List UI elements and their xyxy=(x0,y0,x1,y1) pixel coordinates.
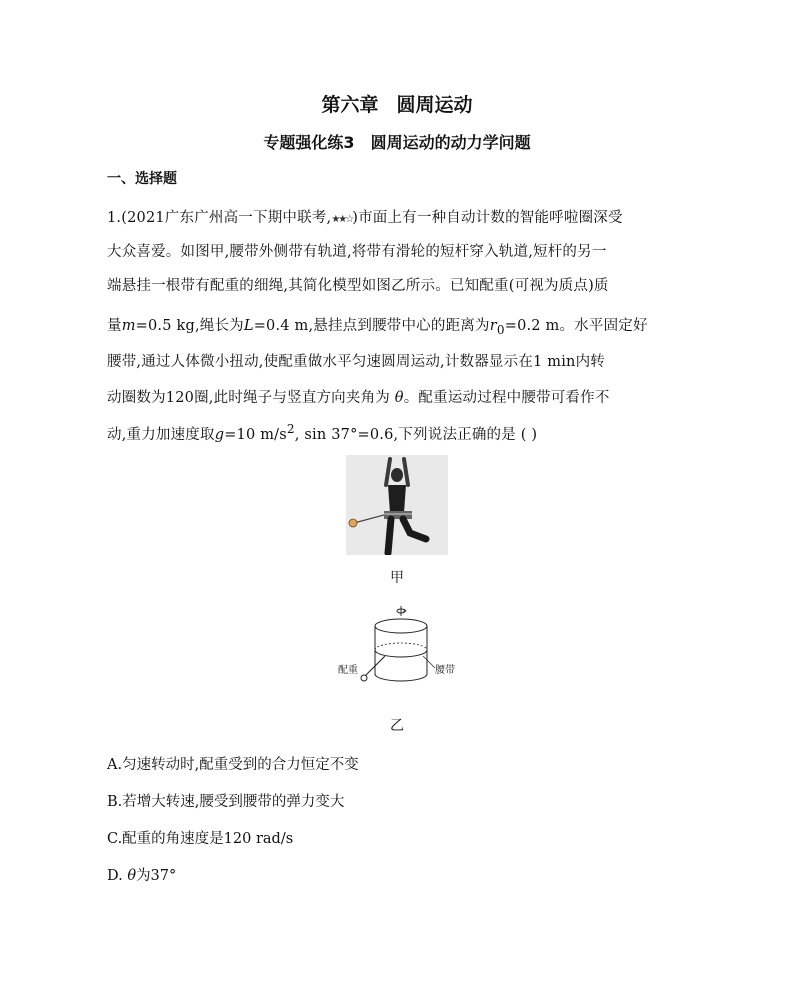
topic-heading xyxy=(0,130,794,153)
option-d[interactable] xyxy=(107,864,176,885)
symbol-g: g xyxy=(214,426,225,443)
question-line-3: 端悬挂一根带有配重的细绳,其简化模型如图乙所示。已知配重(可视为质点)质 xyxy=(107,278,609,294)
text-mass-value: =0.5 kg,绳长为 xyxy=(135,318,244,334)
question-line-5: 腰带,通过人体微小扭动,使配重做水平匀速圆周运动,计数器显示在1 min内转 xyxy=(107,354,605,370)
question-line-1 xyxy=(107,206,623,227)
figure-caption-jia: 甲 xyxy=(390,570,404,586)
chapter-title: 圆周运动 xyxy=(396,94,473,116)
text-question-end: , sin 37°=0.6,下列说法正确的是 ( ) xyxy=(294,426,538,443)
question-text-1: )市面上有一种自动计数的智能呼啦圈深受 xyxy=(352,210,623,226)
topic-title: 圆周运动的动力学问题 xyxy=(370,133,531,152)
superscript-2: 2 xyxy=(286,422,295,436)
option-d-label: D. xyxy=(107,868,128,884)
chapter-heading xyxy=(0,90,794,117)
text-length-value: =0.4 m,悬挂点到腰带中心的距离为 xyxy=(253,318,490,334)
symbol-m: m xyxy=(121,318,136,334)
question-line-2: 大众喜爱。如图甲,腰带外侧带有轨道,将带有滑轮的短杆穿入轨道,短杆的另一 xyxy=(107,244,607,260)
text-radius-value: =0.2 m。水平固定好 xyxy=(504,318,648,334)
option-d-text: 为37° xyxy=(136,868,177,884)
symbol-r-subscript: 0 xyxy=(496,322,505,337)
question-line-4 xyxy=(107,314,648,337)
question-line-7 xyxy=(107,422,537,444)
text-angle-label: 动圈数为120圈,此时绳子与竖直方向夹角为 xyxy=(107,390,395,406)
difficulty-stars-icon: ★★☆ xyxy=(331,214,353,225)
label-weight: 配重 xyxy=(338,665,358,676)
symbol-r: r xyxy=(489,318,497,334)
figure-caption-yi: 乙 xyxy=(390,718,404,734)
chapter-number: 第六章 xyxy=(321,94,379,116)
text-gravity-label: 动,重力加速度取 xyxy=(107,426,215,443)
question-source: 1.(2021广东广州高一下期中联考, xyxy=(107,210,332,226)
photo-hula-hoop xyxy=(346,455,448,555)
question-line-6 xyxy=(107,386,610,407)
symbol-L: L xyxy=(243,318,254,334)
topic-number: 专题强化练3 xyxy=(263,133,355,152)
label-belt: 腰带 xyxy=(435,665,455,676)
text-question-cont: 。配重运动过程中腰带可看作不 xyxy=(403,390,610,406)
option-c[interactable]: C.配重的角速度是120 rad/s xyxy=(107,831,294,847)
symbol-theta-d: θ xyxy=(127,868,137,884)
text-gravity-value: =10 m/s xyxy=(224,426,287,443)
option-b[interactable]: B.若增大转速,腰受到腰带的弹力变大 xyxy=(107,794,345,810)
diagram-cylinder xyxy=(335,604,465,692)
option-a[interactable]: A.匀速转动时,配重受到的合力恒定不变 xyxy=(107,757,359,773)
symbol-theta: θ xyxy=(394,390,404,406)
text-mass-label: 量 xyxy=(107,318,122,334)
section-heading: 一、选择题 xyxy=(107,171,177,187)
